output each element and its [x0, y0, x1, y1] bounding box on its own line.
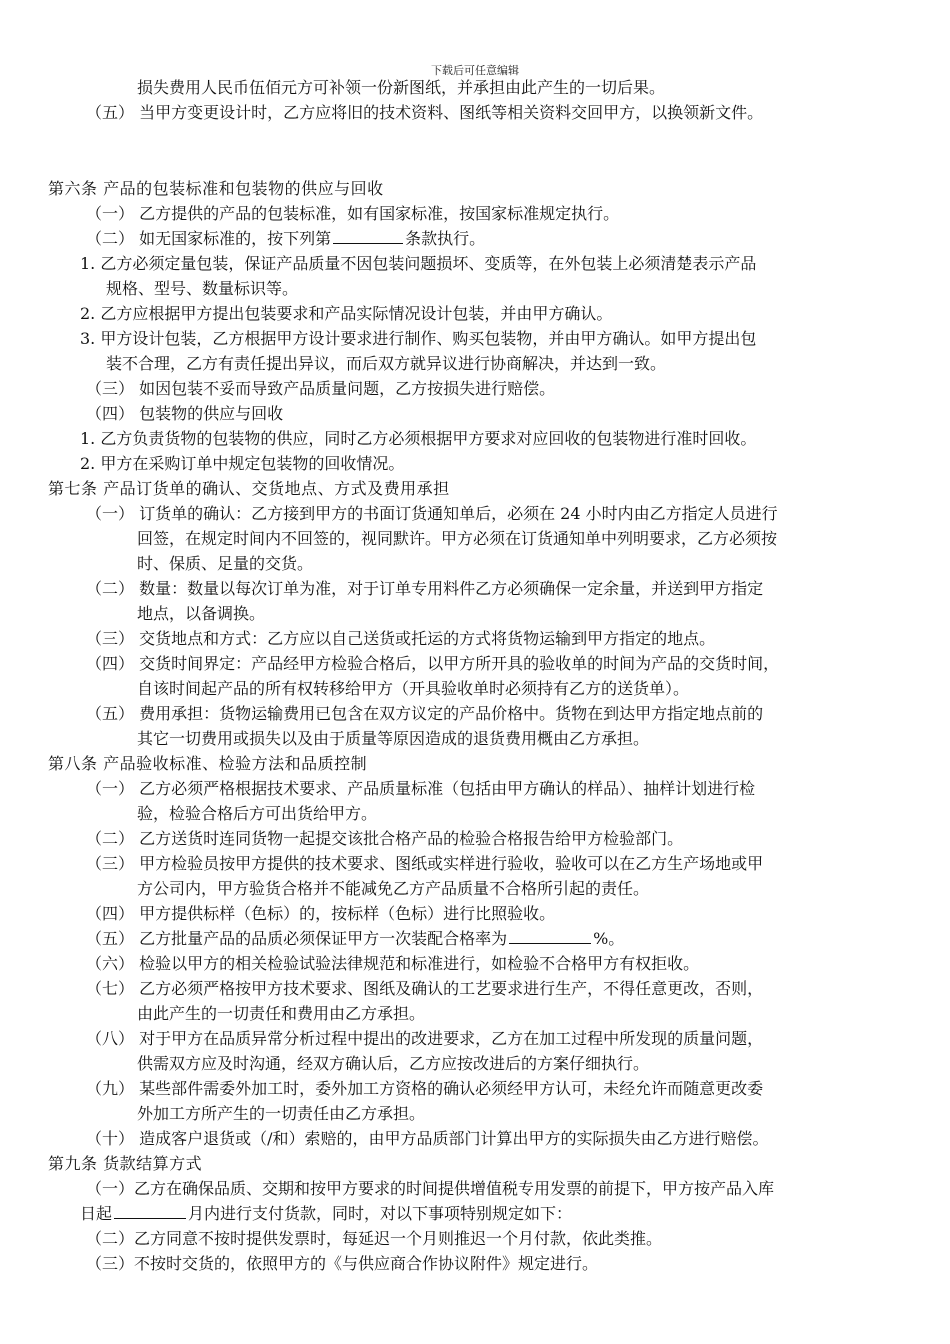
text-segment: 月内进行支付货款，同时，对以下事项特别规定如下：	[188, 1204, 573, 1223]
text-line: （二） 数量：数量以每次订单为准，对于订单专用料件乙方必须确保一定余量，并送到甲方指定	[86, 579, 764, 598]
text-line: 1. 乙方负责货物的包装物的供应，同时乙方必须根据甲方要求对应回收的包装物进行准时回收。	[80, 429, 757, 448]
text-line: （四） 甲方提供标样（色标）的，按标样（色标）进行比照验收。	[86, 904, 556, 923]
text-line: （二） 乙方送货时连同货物一起提交该批合格产品的检验合格报告给甲方检验部门。	[86, 829, 684, 848]
text-line: （五） 费用承担：货物运输费用已包含在双方议定的产品价格中。货物在到达甲方指定地点前的	[86, 704, 764, 723]
text-line: （三）不按时交货的，依照甲方的《与供应商合作协议附件》规定进行。	[86, 1254, 599, 1273]
text-line: （四） 交货时间界定：产品经甲方检验合格后，以甲方所开具的验收单的时间为产品的交货时间，	[86, 654, 780, 673]
text-line: （四） 包装物的供应与回收	[86, 404, 284, 423]
text-line: （一）乙方在确保品质、交期和按甲方要求的时间提供增值税专用发票的前提下，甲方按产品入库	[86, 1179, 775, 1198]
page-header-note: 下载后可任意编辑	[431, 64, 519, 77]
text-line	[86, 227, 485, 252]
text-line: （三） 交货地点和方式：乙方应以自己送货或托运的方式将货物运输到甲方指定的地点。	[86, 629, 716, 648]
article-7-heading: 第七条 产品订货单的确认、交货地点、方式及费用承担	[48, 479, 450, 498]
text-line: （三） 如因包装不妥而导致产品质量问题，乙方按损失进行赔偿。	[86, 379, 556, 398]
text-segment: %。	[593, 929, 625, 948]
text-line: 规格、型号、数量标识等。	[106, 279, 299, 298]
text-line: 其它一切费用或损失以及由于质量等原因造成的退货费用概由乙方承担。	[137, 729, 650, 748]
text-line: （七） 乙方必须严格按甲方技术要求、图纸及确认的工艺要求进行生产，不得任意更改，否则，	[86, 979, 764, 998]
text-line: （二）乙方同意不按时提供发票时，每延迟一个月则推迟一个月付款，依此类推。	[86, 1229, 663, 1248]
text-line: （一） 乙方必须严格根据技术要求、产品质量标准（包括由甲方确认的样品）、抽样计划进行检	[86, 779, 756, 798]
text-line: （六） 检验以甲方的相关检验试验法律规范和标准进行，如检验不合格甲方有权拒收。	[86, 954, 700, 973]
text-line: 2. 甲方在采购订单中规定包装物的回收情况。	[80, 454, 405, 473]
article-9-heading: 第九条 货款结算方式	[48, 1154, 203, 1173]
text-line: 3. 甲方设计包装，乙方根据甲方设计要求进行制作、购买包装物，并由甲方确认。如甲方提出包	[80, 329, 757, 348]
text-line: （八） 对于甲方在品质异常分析过程中提出的改进要求，乙方在加工过程中所发现的质量问题，	[86, 1029, 764, 1048]
text-line: （五） 当甲方变更设计时，乙方应将旧的技术资料、图纸等相关资料交回甲方，以换领新文件。	[86, 103, 764, 122]
text-line: 外加工方所产生的一切责任由乙方承担。	[137, 1104, 426, 1123]
text-line: 1. 乙方必须定量包装，保证产品质量不因包装问题损坏、变质等，在外包装上必须清楚表示产品	[80, 254, 757, 273]
text-segment: 条款执行。	[405, 229, 486, 248]
text-line: （三） 甲方检验员按甲方提供的技术要求、图纸或实样进行验收，验收可以在乙方生产场地或甲	[86, 854, 764, 873]
text-segment: （五） 乙方批量产品的品质必须保证甲方一次装配合格率为	[86, 929, 508, 948]
text-line: 损失费用人民币伍佰元方可补领一份新图纸，并承担由此产生的一切后果。	[137, 78, 666, 97]
text-line: 方公司内，甲方验货合格并不能减免乙方产品质量不合格所引起的责任。	[137, 879, 650, 898]
article-6-heading: 第六条 产品的包装标准和包装物的供应与回收	[48, 179, 384, 198]
text-line: （一） 订货单的确认：乙方接到甲方的书面订货通知单后，必须在 24 小时内由乙方指定人员进行	[86, 504, 778, 523]
text-line: 供需双方应及时沟通，经双方确认后，乙方应按改进后的方案仔细执行。	[137, 1054, 650, 1073]
text-line: 装不合理，乙方有责任提出异议，而后双方就异议进行协商解决，并达到一致。	[106, 354, 667, 373]
text-line	[80, 1202, 572, 1227]
text-line: 时、保质、足量的交货。	[137, 554, 314, 573]
text-line: 验，检验合格后方可出货给甲方。	[137, 804, 378, 823]
fill-in-blank[interactable]	[114, 1203, 186, 1219]
text-segment: （二） 如无国家标准的，按下列第	[86, 229, 332, 248]
text-line: （九） 某些部件需委外加工时，委外加工方资格的确认必须经甲方认可，未经允许而随意更改委	[86, 1079, 764, 1098]
fill-in-blank[interactable]	[509, 928, 591, 944]
text-line: 自该时间起产品的所有权转移给甲方（开具验收单时必须持有乙方的送货单）。	[137, 679, 690, 698]
article-8-heading: 第八条 产品验收标准、检验方法和品质控制	[48, 754, 368, 773]
text-line: （一） 乙方提供的产品的包装标准，如有国家标准，按国家标准规定执行。	[86, 204, 620, 223]
text-line: 由此产生的一切责任和费用由乙方承担。	[137, 1004, 426, 1023]
text-line: 2. 乙方应根据甲方提出包装要求和产品实际情况设计包装，并由甲方确认。	[80, 304, 613, 323]
text-line: 地点，以备调换。	[137, 604, 266, 623]
text-line: 回签，在规定时间内不回签的，视同默许。甲方必须在订货通知单中列明要求，乙方必须按	[137, 529, 778, 548]
text-segment: 日起	[80, 1204, 113, 1223]
text-line	[86, 927, 624, 952]
text-line: （十） 造成客户退货或（/和）索赔的，由甲方品质部门计算出甲方的实际损失由乙方进行赔偿。	[86, 1129, 769, 1148]
fill-in-blank[interactable]	[333, 228, 403, 244]
